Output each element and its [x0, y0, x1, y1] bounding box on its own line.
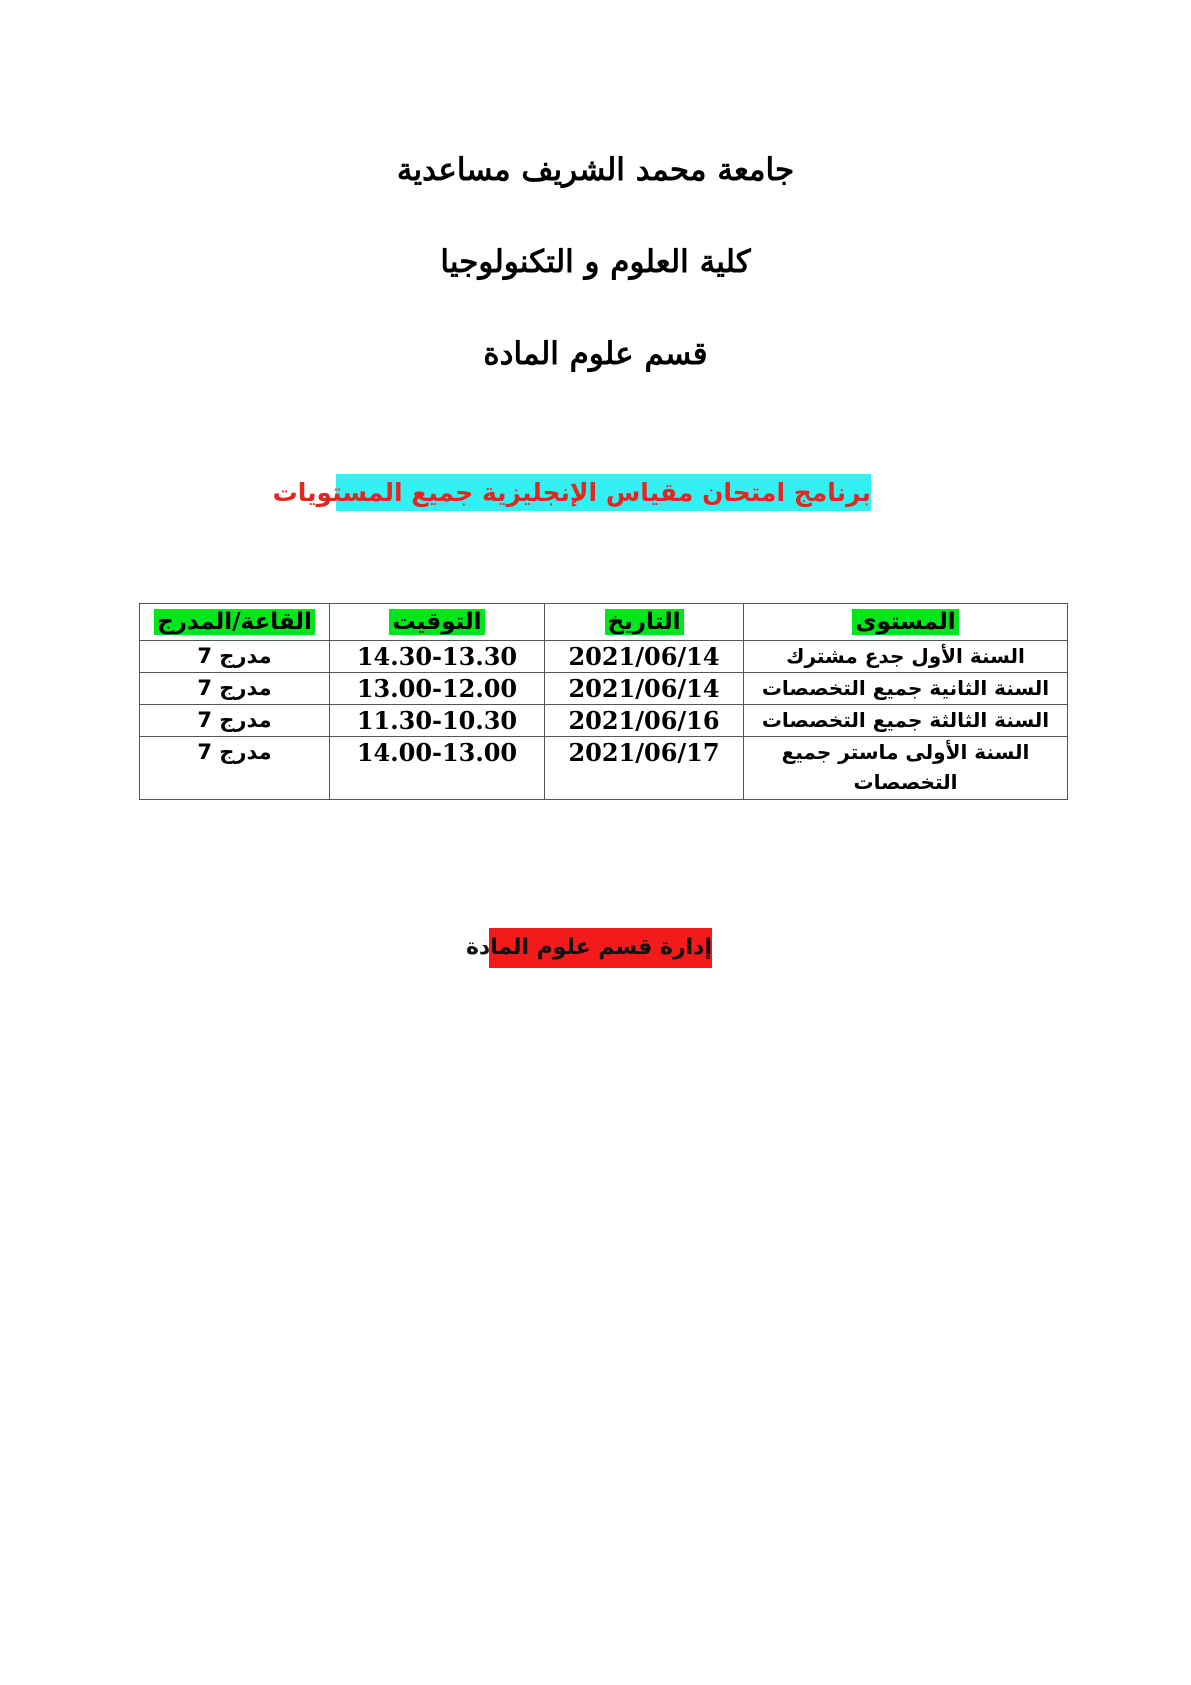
university-name: جامعة محمد الشريف مساعدية — [396, 152, 795, 188]
cell-time: 13.00-12.00 — [330, 673, 545, 705]
department-name: قسم علوم المادة — [483, 336, 708, 372]
table-row — [140, 737, 1068, 800]
header-level: المستوى — [744, 604, 1068, 641]
exam-schedule-table — [139, 603, 1068, 800]
header-time: التوقيت — [330, 604, 545, 641]
table-row — [140, 641, 1068, 673]
cell-hall: مدرج 7 — [140, 673, 330, 705]
cell-hall: مدرج 7 — [140, 641, 330, 673]
cell-level: السنة الأولى ماستر جميع التخصصات — [744, 737, 1068, 800]
table-row — [140, 673, 1068, 705]
cell-date: 2021/06/14 — [545, 673, 744, 705]
cell-time: 14.30-13.30 — [330, 641, 545, 673]
cell-hall: مدرج 7 — [140, 705, 330, 737]
cell-level: السنة الثانية جميع التخصصات — [744, 673, 1068, 705]
table-row — [140, 705, 1068, 737]
header-hall: القاعة/المدرج — [140, 604, 330, 641]
cell-date: 2021/06/16 — [545, 705, 744, 737]
table-header-row — [140, 604, 1068, 641]
exam-schedule-title: برنامج امتحان مقياس الإنجليزية جميع المستويات — [336, 474, 871, 511]
cell-date: 2021/06/14 — [545, 641, 744, 673]
cell-time: 14.00-13.00 — [330, 737, 545, 800]
faculty-name: كلية العلوم و التكنولوجيا — [440, 244, 751, 280]
cell-level: السنة الأول جدع مشترك — [744, 641, 1068, 673]
cell-date: 2021/06/17 — [545, 737, 744, 800]
header-date: التاريخ — [545, 604, 744, 641]
cell-time: 11.30-10.30 — [330, 705, 545, 737]
cell-hall: مدرج 7 — [140, 737, 330, 800]
cell-level: السنة الثالثة جميع التخصصات — [744, 705, 1068, 737]
department-administration-signature: إدارة قسم علوم المادة — [489, 928, 712, 968]
